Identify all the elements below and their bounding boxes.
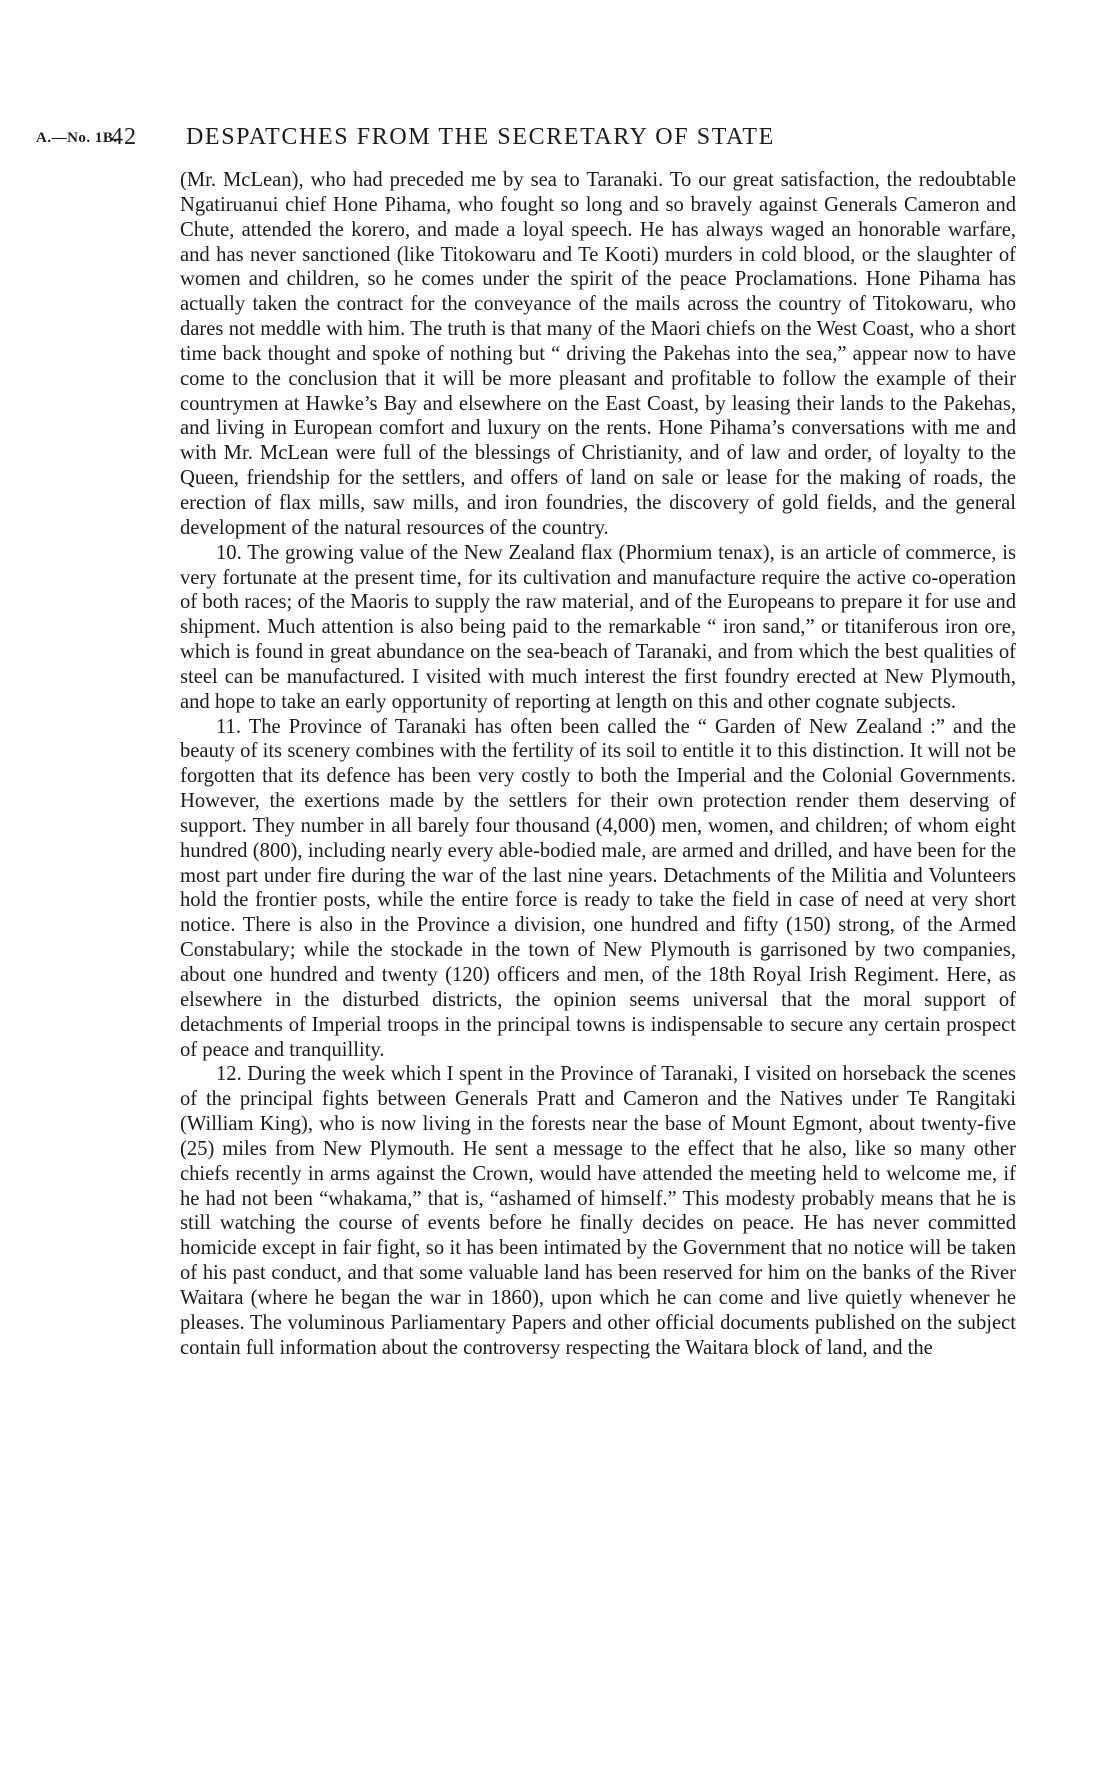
page-header: [36, 124, 1016, 154]
paragraph-number: 10.: [216, 541, 242, 564]
paragraph-continuation: [180, 168, 1016, 541]
paragraph-11: [180, 715, 1016, 1063]
paragraph-number: 12.: [216, 1063, 242, 1086]
paragraph-10: [180, 541, 1016, 715]
paragraph-text: During the week which I spent in the Province of Taranaki, I visited on horseback the scenes of the principal fights between Generals Pratt and Cameron and the Natives under Te Rangitaki (William King), who is now living in the forests near the base of Mount Egmont, about twenty-five (25) miles from New Plymouth. He sent a message to the effect that he also, like so many other chiefs recently in arms against the Crown, would have attended the meeting held to welcome me, if he had not been “whakama,” that is, “ashamed of himself.” This modesty probably means that he is still watching the course of events before he finally decides on peace. He has never committed homicide except in fair fight, so it has been intimated by the Government that no notice will be taken of his past conduct, and that some valuable land has been reserved for him on the banks of the River Waitara (where he began the war in 1860), upon which he can come and live quietly whenever he pleases. The voluminous Parliamentary Papers and other official documents published on the subject contain full information about the controversy respecting the Waitara block of land, and the: [180, 1063, 1016, 1359]
paragraph-text: The Province of Taranaki has often been called the “ Garden of New Zealand :” and the beauty of its scenery combines with the fertility of its soil to entitle it to this distinction. It will not be forgotten that its defence has been very costly to both the Imperial and the Colonial Governments. However, the exertions made by the settlers for their own protection render them deserving of support. They number in all barely four thousand (4,000) men, women, and children; of whom eight hundred (800), including nearly every able-bodied male, are armed and drilled, and have been for the most part under fire during the war of the last nine years. Detachments of the Militia and Volunteers hold the frontier posts, while the entire force is ready to take the field in case of need at very short notice. There is also in the Province a division, one hundred and fifty (150) strong, of the Armed Constabulary; while the stockade in the town of New Plymouth is garrisoned by two companies, about one hundred and twenty (120) officers and men, of the 18th Royal Irish Regiment. Here, as elsewhere in the disturbed districts, the opinion seems universal that the moral support of detachments of Imperial troops in the principal towns is indispensable to secure any certain prospect of peace and tranquillity.: [180, 715, 1017, 1061]
page-number: 42: [111, 124, 137, 150]
running-title: DESPATCHES FROM THE SECRETARY OF STATE: [186, 124, 775, 150]
paragraph-12: [180, 1062, 1016, 1360]
document-reference: A.—No. 1B.: [36, 130, 118, 146]
body-text: [180, 168, 1016, 1361]
paragraph-number: 11.: [216, 715, 241, 738]
paragraph-text: (Mr. McLean), who had preceded me by sea to Taranaki. To our great satisfaction, the redoubtable Ngatiruanui chief Hone Pihama, who fought so long and so bravely against Generals Cameron and Chute, attended the korero, and made a loyal speech. He has always waged an honorable warfare, and has never sanctioned (like Titokowaru and Te Kooti) murders in cold blood, or the slaughter of women and children, so he comes under the spirit of the peace Proclamations. Hone Pihama has actually taken the contract for the conveyance of the mails across the country of Titokowaru, who dares not meddle with him. The truth is that many of the Maori chiefs on the West Coast, who a short time back thought and spoke of nothing but “ driving the Pakehas into the sea,” appear now to have come to the conclusion that it will be more pleasant and profitable to follow the example of their countrymen at Hawke’s Bay and elsewhere on the East Coast, by leasing their lands to the Pakehas, and living in European comfort and luxury on the rents. Hone Pihama’s conversations with me and with Mr. McLean were full of the blessings of Christianity, and of law and order, of loyalty to the Queen, friendship for the settlers, and offers of land on sale or lease for the making of roads, the erection of flax mills, saw mills, and iron foundries, the discovery of gold fields, and the general development of the natural resources of the country.: [180, 169, 1016, 539]
paragraph-text: The growing value of the New Zealand flax (Phormium tenax), is an article of commerce, is very fortunate at the present time, for its cultivation and manufacture require the active co-operation of both races; of the Maoris to supply the raw material, and of the Europeans to prepare it for use and shipment. Much attention is also being paid to the remarkable “ iron sand,” or titaniferous iron ore, which is found in great abundance on the sea-beach of Taranaki, and from which the best qualities of steel can be manufactured. I visited with much interest the first foundry erected at New Plymouth, and hope to take an early opportunity of reporting at length on this and other cognate subjects.: [180, 541, 1017, 713]
